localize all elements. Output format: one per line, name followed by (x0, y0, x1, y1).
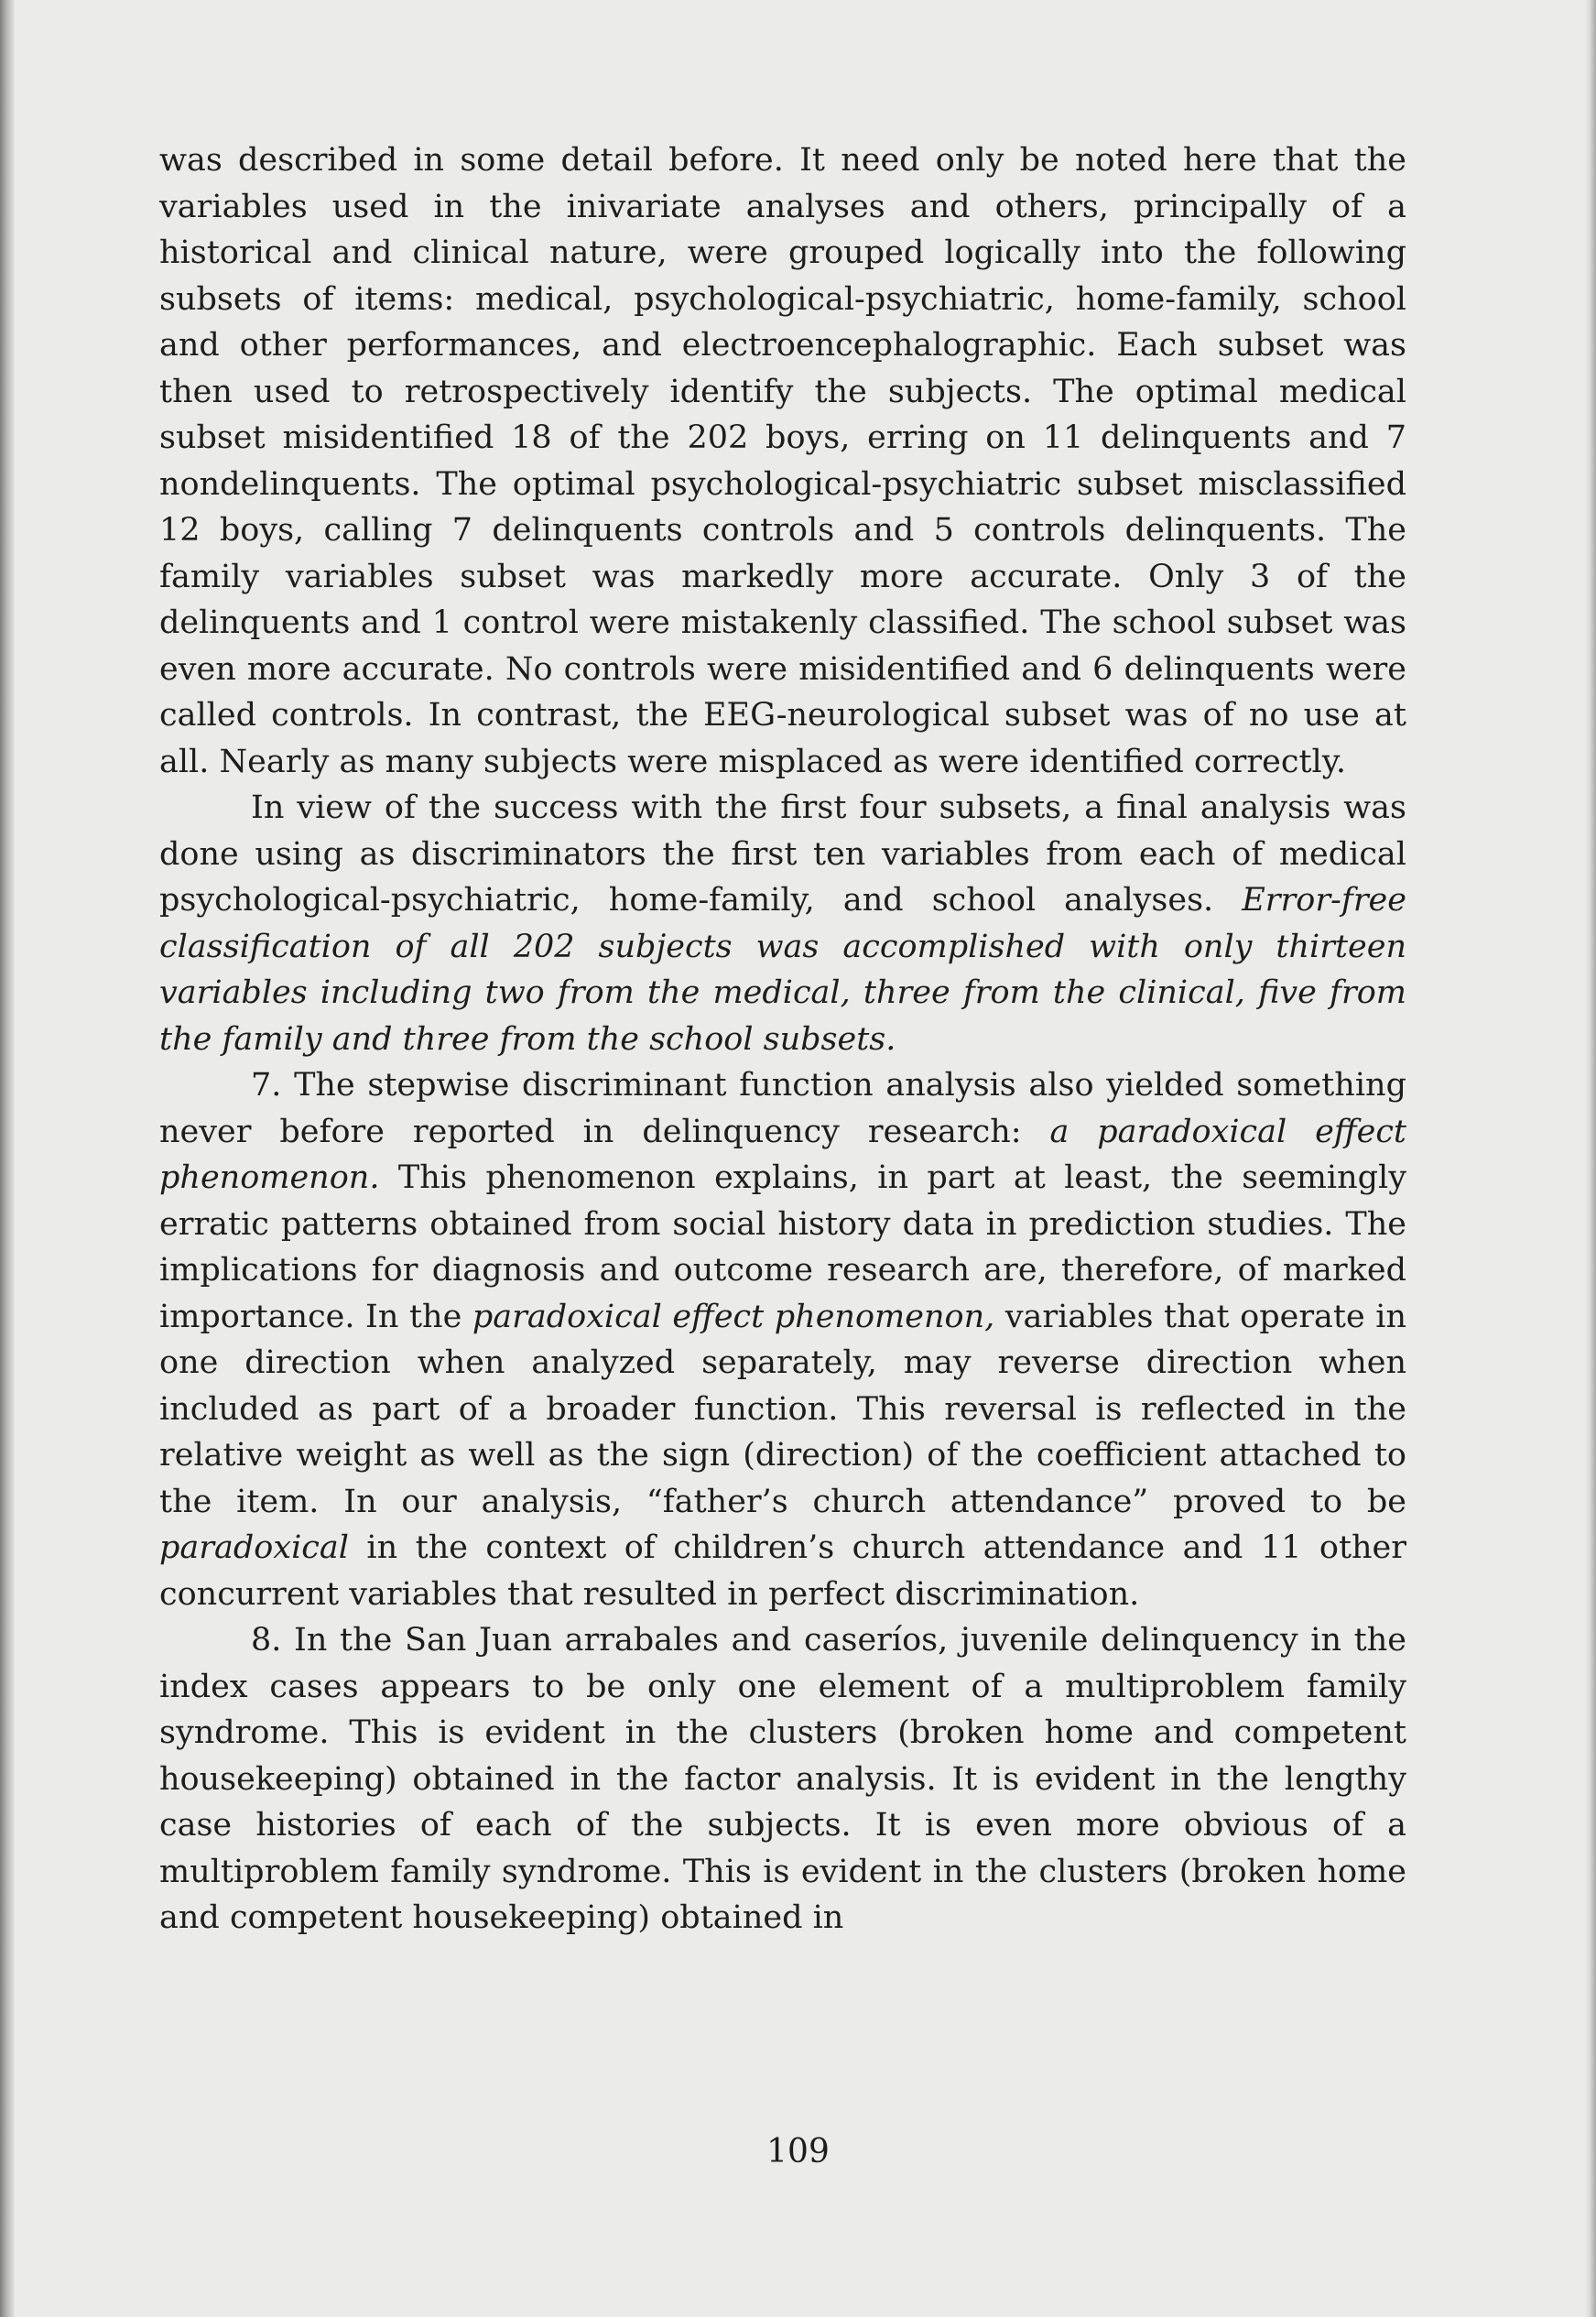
paragraph-item-7 (159, 1062, 1406, 1617)
error-free-classification-text: Error-free classification of all 202 subjects was accomplished with only thirteen variables including two from the medical, three from the clinical, five from the family and three from the school subsets. (159, 882, 1406, 1058)
paragraph-final-analysis (159, 785, 1406, 1062)
item-7-text-g: in the context of children’s church attendance and 11 other concurrent variables that resulted in perfect discrimination. (159, 1529, 1406, 1613)
page-binding-shadow (0, 0, 15, 2317)
paragraph-subsets: was described in some detail before. It need only be noted here that the variables used in the inivariate analyses and others, principally of a historical and clinical nature, were grouped logically into the following subsets of items: medical, psychological-psychiatric, home-family, school and other performances, and electroencephalographic. Each subset was then used to retrospectively identify the subjects. The optimal medical subset misidentified 18 of the 202 boys, erring on 11 delinquents and 7 nondelinquents. The optimal psychological-psychiatric subset misclassified 12 boys, calling 7 delinquents controls and 5 controls delinquents. The family variables subset was markedly more accurate. Only 3 of the delinquents and 1 control were mistakenly classified. The school subset was even more accurate. No controls were misidentified and 6 delinquents were called controls. In contrast, the EEG-neurological subset was of no use at all. Nearly as many subjects were misplaced as were identified correctly. (159, 142, 1406, 780)
item-7-text-e: variables that operate in one direction when analyzed separately, may reverse direction when included as part of a broader function. This reversal is reflected in the relative weight as well as the sign (direction) of the coefficient attached to the item. In our analysis, “father’s church attendance” proved to be (159, 1298, 1406, 1520)
item-7-text-d: paradoxical effect phenomenon, (472, 1298, 995, 1335)
item-7-text-c: This phenomenon explains, in part at least, the seemingly erratic patterns obtained from social history data in prediction studies. The implications for diagnosis and outcome research are, therefore, of marked importance. In the (159, 1159, 1406, 1335)
item-7-text-b: a paradoxical effect phenomenon. (159, 1113, 1406, 1196)
page-number: 109 (766, 2133, 830, 2170)
item-7-text-f: paradoxical (159, 1529, 349, 1566)
paragraph-item-8: 8. In the San Juan arrabales and caseríos, juvenile delinquency in the index cases appears to be only one element of a multiproblem family syndrome. This is evident in the clusters (broken home and competent housekeeping) obtained in the factor analysis. It is evident in the lengthy case histories of each of the subjects. It is even more obvious of a multiproblem family syndrome. This is evident in the clusters (broken home and competent housekeeping) obtained in (159, 1622, 1406, 1936)
page-edge-shadow (1585, 0, 1596, 2317)
item-7-text-a: 7. The stepwise discriminant function analysis also yielded something never before reported in delinquency research: (159, 1067, 1406, 1150)
final-analysis-text: In view of the success with the first four subsets, a final analysis was done using as discriminators the first ten variables from each of medical psychological-psychiatric, home-family, and school analyses. (159, 789, 1406, 919)
page-body (159, 137, 1406, 1942)
